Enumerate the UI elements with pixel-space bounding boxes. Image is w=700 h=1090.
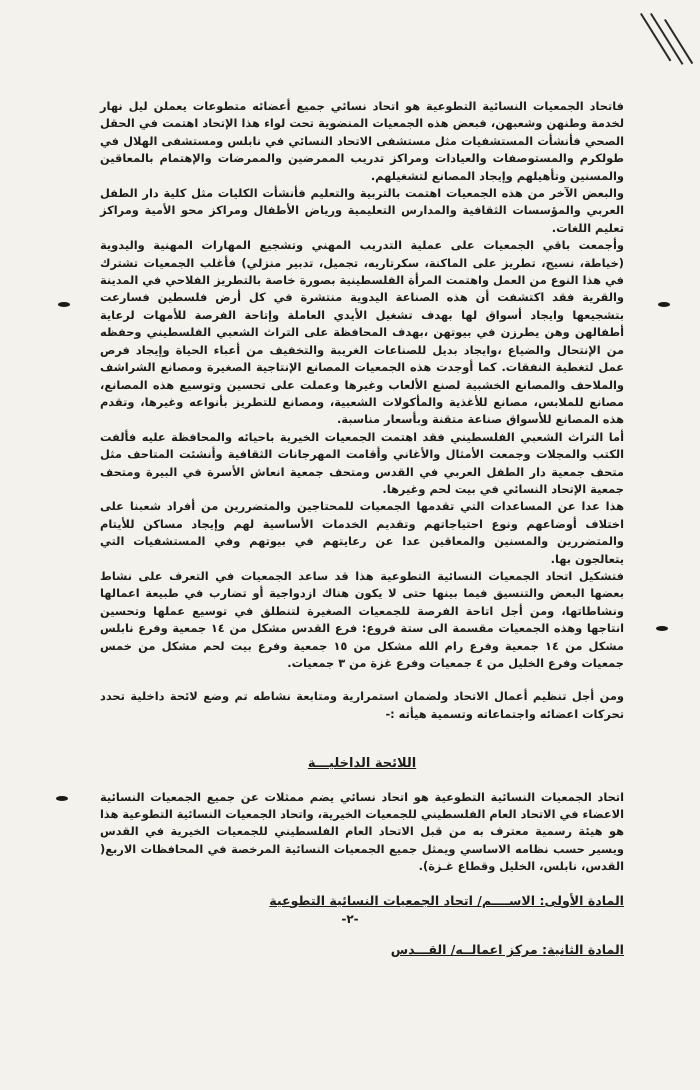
document-body xyxy=(100,98,624,958)
page-number: -٢- xyxy=(341,912,359,926)
punch-hole xyxy=(658,302,670,307)
body-paragraph: فتشكيل اتحاد الجمعيات النسائية التطوعية هذا قد ساعد الجمعيات في التعرف على نشاط بعضها البعض والتنسيق فيما بينها حتى لا يكون هناك ازدواجية أو تضارب في طبيعة اعمالها ونشاطاتها، ومن أجل اتاحة الفرصة للجمعيات الصغيرة لتنطلق في توسيع عملها وتحسين انتاجها وهذه الجمعيات مقسمة الى ستة فروع: فرع القدس مشكل من ١٤ جمعية وفرع نابلس مشكل من ١٤ جمعية وفرع رام الله مشكل من ١٥ جمعية وفرع بيت لحم مشكل من خمس جمعيات وفرع الخليل من ٤ جمعيات وفرع غزة من ٣ جمعيات. xyxy=(100,568,624,670)
punch-hole xyxy=(56,796,68,801)
spacer xyxy=(100,925,624,941)
spacer xyxy=(100,773,624,789)
spacer xyxy=(100,672,624,688)
spacer xyxy=(100,723,624,739)
punch-hole xyxy=(656,626,668,631)
body-paragraph: فاتحاد الجمعيات النسائية التطوعية هو اتحاد نسائي جميع أعضائه متطوعات يعملن ليل نهار لخدمة وطنهن وشعبهن، فبعض هذه الجمعيات المنضوية تحت لواء هذا الإتحاد اهتمت في الحقل الصحي فأنشأت المستشفيات مثل مستشفى الاتحاد النسائي في نابلس ومستشفى الهلال في طولكرم والمستوصفات والعيادات ومراكز تدريب الممرضين والممرضات والإهتمام بالمعاقين والمسنين وتأهيلهم وإيجاد المصانع لتشغيلهم. xyxy=(100,99,624,183)
section-title-text: اللائحة الداخليـــة xyxy=(307,756,417,772)
section-title xyxy=(100,755,624,772)
bylaw-paragraph: اتحاد الجمعيات النسائية التطوعية هو اتحاد نسائي يضم ممثلات عن جميع الجمعيات النسائية الاعضاء في الاتحاد العام الفلسطيني للجمعيات الخيرية، واتحاد الجمعيات النسائية التطوعية هذا هو هيئة رسمية معترف به من قبل الاتحاد العام الفلسطيني للجمعيات الخيرية في القدس ويسير حسب نظامه الاساسي ويمثل جميع الجمعيات النسائية المرخصة في المحافظات الاربع( القدس، نابلس، الخليل وقطاع غـزة). xyxy=(100,789,624,874)
body-paragraph: ومن أجل تنظيم أعمال الاتحاد ولضمان استمرارية ومتابعة نشاطه تم وضع لائحة داخلية تحدد تحركات اعضائه واجتماعاته وتسمية هيأته :- xyxy=(100,689,624,721)
body-paragraph: هذا عدا عن المساعدات التي تقدمها الجمعيات للمحتاجين والمتضررين من أفراد شعبنا على اختلاف أوضاعهم ونوع احتياجاتهم وتقديم الخدمات الأساسية لهم وإيجاد مساكن للأيتام والمتضررين والمسنين والمعاقين عدا عن رعايتهم في بيوتهم وفي المستشفيات التي يتعالجون بها. xyxy=(100,499,624,566)
article-two-text: المادة الثانية: مركز اعمالــه/ القـــدس xyxy=(390,942,624,958)
article-two xyxy=(100,941,624,958)
spacer xyxy=(100,876,624,892)
article-one xyxy=(100,892,624,909)
spacer xyxy=(100,739,624,755)
body-paragraph: والبعض الآخر من هذه الجمعيات اهتمت بالتربية والتعليم فأنشأت الكليات مثل كلية دار الطفل العربي والمؤسسات الثقافية والمدارس التعليمية ورياض الأطفال ومراكز محو الأمية ومراكز تعليم اللغات. xyxy=(100,186,624,235)
punch-hole xyxy=(58,302,70,307)
body-paragraph: وأجمعت باقي الجمعيات على عملية التدريب المهني وتشجيع المهارات المهنية واليدوية (خياطة، نسيج، تطريز على الماكنة، سكرتاريه، تجميل، تدبير منزلي) فأغلب الجمعيات تشترك في هذا النوع من العمل واهتمت المرأة الفلسطينية بصورة خاصة بالتطريز الفلاحي في المدينة والقرية فقد اكتشفت أن هذه الصناعة اليدوية منتشرة في كل أرض فلسطين فسارعت بتشجيعها وايجاد أسواق لها بهدف تشغيل الأيدي العاملة وإتاحة الفرصة للأمهات لرعاية أطفالهن وهن يطرزن في بيوتهن ،بهدف المحافظة على التراث الشعبي الفلسطيني وحفظه من الإنتحال والضياع ،وايجاد بديل للصناعات الغريبة والتخفيف من أعباء الحياة وإيجاد فرص عمل لتغطية النفقات. كما أوجدت هذه الجمعيات المصانع الإنتاجية الصغيرة ومصانع الشراشف والملاحف والمصانع الخشبية لصنع الألعاب وغيرها وعملت على تحسين وتوسيع هذه المصانع، مصانع للملابس، مصانع للأغذية والمأكولات الشعبية، ومصانع للتطريز بأنواعه وغيرها، وتقدم هذه المصانع للأسواق صناعة متقنة وبأسعار مناسبة. xyxy=(100,238,624,427)
article-one-text: المادة الأولى: الاســــم/ اتحاد الجمعيات النسائية التطوعية xyxy=(269,892,624,908)
body-paragraph: أما التراث الشعبي الفلسطيني فقد اهتمت الجمعيات الخيرية باحيائه والمحافظة عليه فألفت الكتب والمجلات وجمعت الأمثال والأغاني وأقامت المهرجانات الثقافية وأنشئت المتاحف مثل متحف جمعية دار الطفل العربي في القدس ومتحف جمعية انعاش الأسرة في البيرة ومتحف جمعية الإتحاد النسائي في بيت لحم وغيرها. xyxy=(100,429,624,496)
